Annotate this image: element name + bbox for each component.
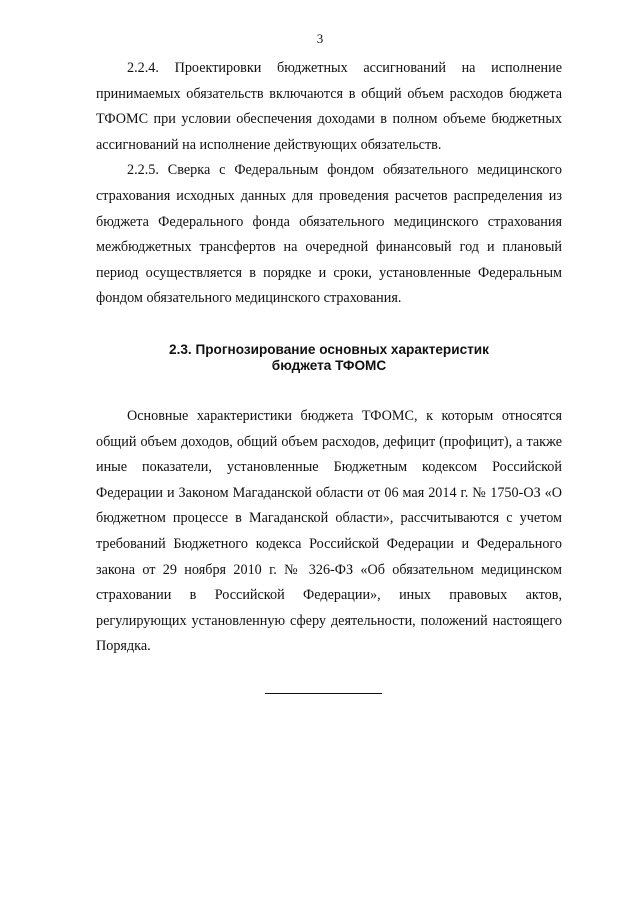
section-heading-line-2: бюджета ТФОМС [271, 357, 387, 373]
paragraph-2-3-body: Основные характеристики бюджета ТФОМС, к которым относятся общий объем доходов, общий объем расходов, дефицит (профицит), а также иные показатели, установленные Бюджетным кодексом Российской Федерации и Законом Магаданской области от 06 мая 2014 г. № 1750-ОЗ «О бюджетном процессе в Магаданской области», рассчитываются с учетом требований Бюджетного кодекса Российской Федерации и Федерального закона от 29 ноября 2010 г. № 326-ФЗ «Об обязательном медицинском страховании в Российской Федерации», иных правовых актов, регулирующих установленную сферу деятельности, положений настоящего Порядка. [96, 407, 562, 655]
document-body [96, 56, 562, 660]
section-heading-2-3 [96, 342, 562, 374]
section-heading-line-1: 2.3. Прогнозирование основных характеристик [169, 341, 489, 357]
page-number: 3 [316, 31, 324, 46]
paragraph-2-2-4: 2.2.4. Проектировки бюджетных ассигнований на исполнение принимаемых обязательств включаются в общий объем расходов бюджета ТФОМС при условии обеспечения доходами в полном объеме бюджетных ассигнований на исполнение действующих обязательств. [96, 60, 562, 153]
end-divider-line [265, 693, 382, 694]
paragraph-2-2-5: 2.2.5. Сверка с Федеральным фондом обязательного медицинского страхования исходных данных для проведения расчетов распределения из бюджета Федерального фонда обязательного медицинского страхования межбюджетных трансфертов на очередной финансовый год и плановый период осуществляется в порядке и сроки, установленные Федеральным фондом обязательного медицинского страхования. [96, 162, 562, 307]
